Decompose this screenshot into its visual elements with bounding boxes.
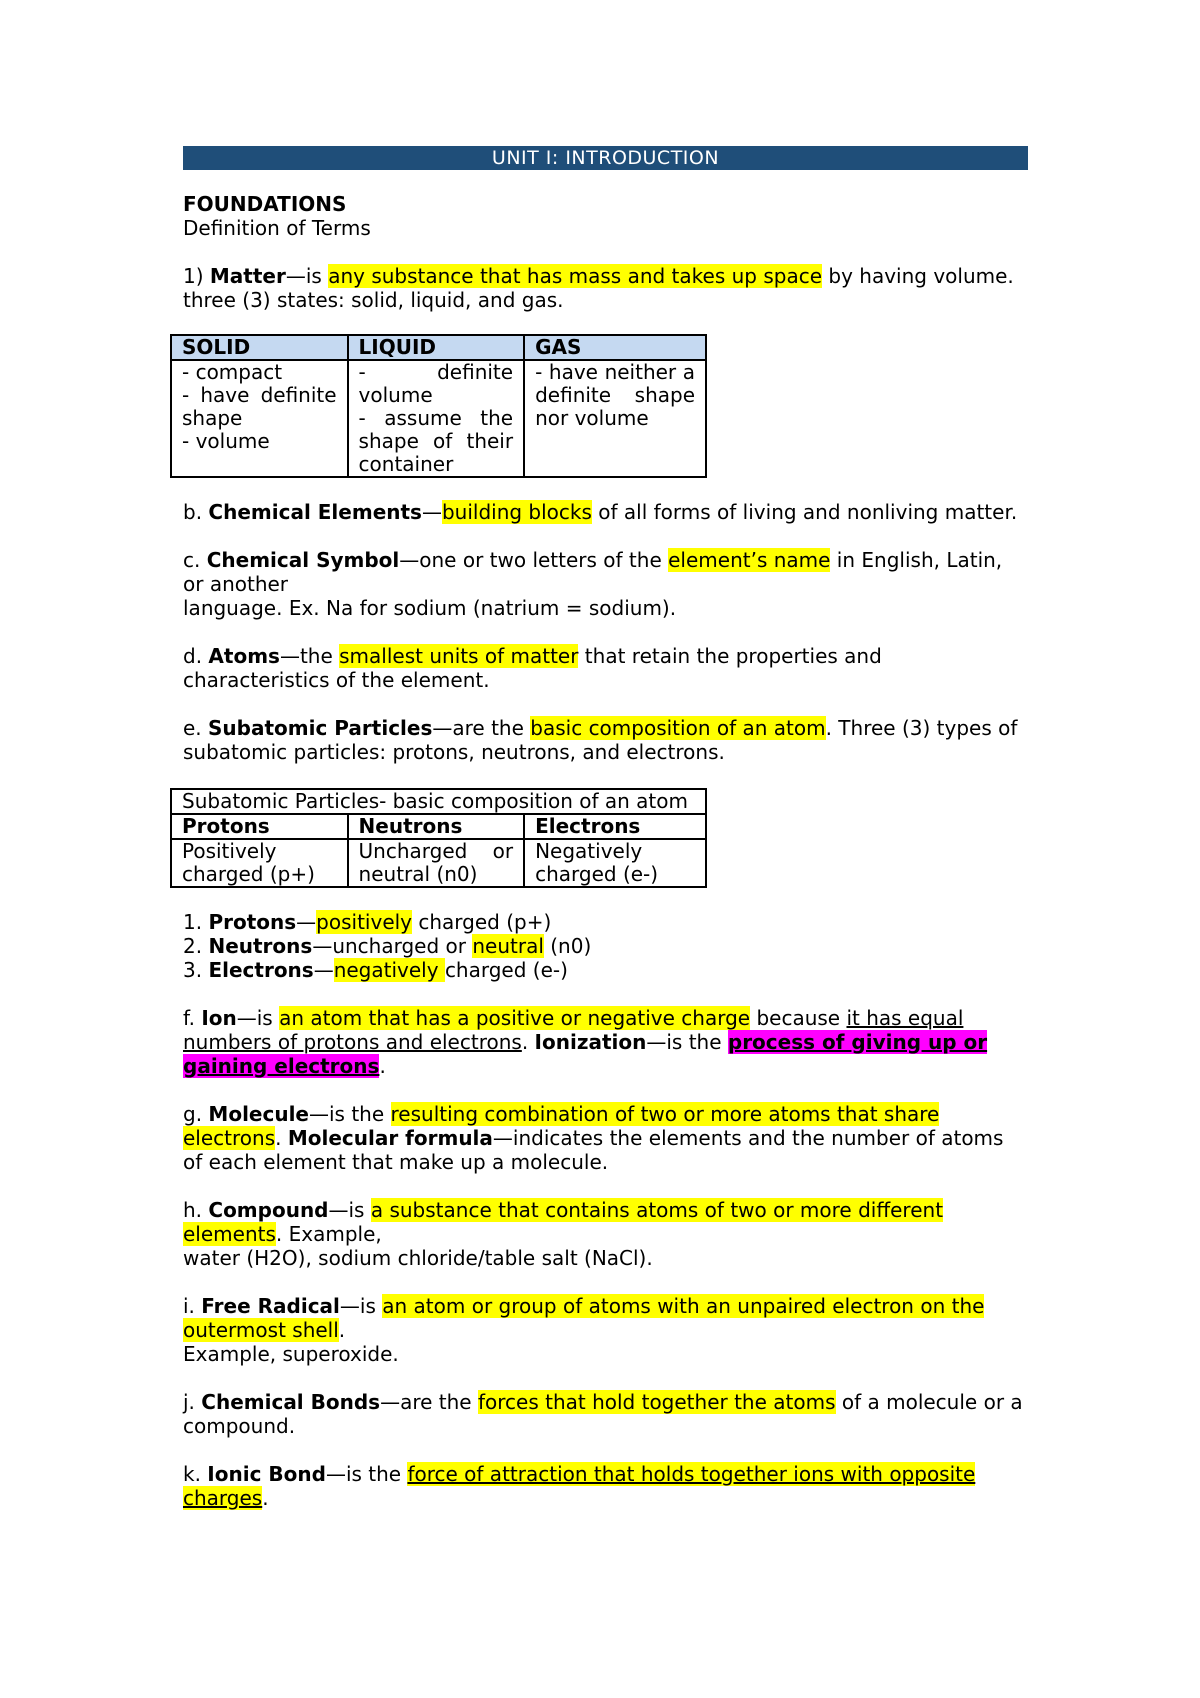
highlight: element’s name [668,548,831,572]
punctuation: . [275,1126,288,1150]
definition-text: . Example, [275,1222,382,1246]
cell-line: - compact [182,360,283,384]
subatomic-particles-table [170,788,707,888]
cell-solid [171,360,348,477]
connector: because [750,1006,847,1030]
highlight: any substance that has mass and takes up space [328,264,823,288]
term: Electrons [208,958,314,982]
connector: —is [285,264,329,288]
section-heading [183,192,1028,240]
highlight: force of attraction that holds together ions with opposite charges [183,1462,976,1510]
highlight: basic composition of an atom [530,716,826,740]
highlight: resulting combination of two or more atoms that share electrons [183,1102,940,1150]
connector: —one or two letters of the [399,548,669,572]
definition-text: . Three (3) types of subatomic particles: protons, neutrons, and electrons. [183,716,1018,764]
connector: —is [339,1294,383,1318]
magenta-highlight: process of giving up or gaining electrons [183,1030,988,1078]
term: Protons [208,910,297,934]
connector: — [296,910,317,934]
item-prefix: e. [183,716,209,740]
definition-text: (n0) [543,934,592,958]
item-prefix: k. [183,1462,208,1486]
item-prefix: j. [183,1390,202,1414]
definition-text: of all forms of living and nonliving matter. [591,500,1018,524]
cell-liquid [348,360,525,477]
connector: —uncharged or [312,934,473,958]
definition-elements [183,500,1028,524]
definition-text: that retain the properties and characteristics of the element. [183,644,882,692]
item-prefix: 1) [183,264,210,288]
definition-text-line2: language. Ex. Na for sodium (natrium = sodium). [183,596,677,620]
term: Molecular formula [287,1126,493,1150]
cell-electrons: Negatively charged (e-) [524,839,706,887]
section-subtitle: Definition of Terms [183,216,371,240]
list-item [183,958,1028,982]
highlight: a substance that contains atoms of two or more different elements [183,1198,944,1246]
highlight: smallest units of matter [339,644,579,668]
highlight: building blocks [441,500,592,524]
header-liquid: LIQUID [348,335,525,360]
connector: —are the [432,716,531,740]
definition-molecule [183,1102,1028,1174]
punctuation: . [338,1318,346,1342]
punctuation: . [521,1030,535,1054]
term: Chemical Bonds [201,1390,381,1414]
item-prefix: f. [183,1006,202,1030]
definition-text: in English, Latin, or another [183,548,1003,596]
table-caption-row [171,789,706,814]
document-content [183,146,1028,1534]
definition-text: of a molecule or a compound. [183,1390,1023,1438]
cell-line: - volume [182,429,270,453]
particle-list [183,910,1028,982]
connector: —are the [380,1390,478,1414]
definition-subatomic [183,716,1028,764]
term: Atoms [208,644,280,668]
definition-text: —indicates the elements and the number of atoms of each element that make up a molecule. [183,1126,1004,1174]
item-prefix: d. [183,644,209,668]
table-row [171,839,706,887]
header-neutrons: Neutrons [348,814,525,839]
cell-neutrons: Uncharged or neutral (n0) [348,839,525,887]
definition-ionic-bond [183,1462,1028,1510]
highlight: neutral [472,934,544,958]
table-row [171,360,706,477]
header-electrons: Electrons [524,814,706,839]
unit-banner: UNIT I: INTRODUCTION [183,146,1028,170]
connector: —is [328,1198,371,1222]
item-prefix: b. [183,500,209,524]
connector: — [313,958,334,982]
cell-line: - have neither a definite shape nor volume [535,360,695,430]
table-header-row [171,335,706,360]
item-number: 1. [183,910,209,934]
definition-symbol [183,548,1028,620]
cell-line: - definite volume [358,360,514,407]
term: Free Radical [201,1294,340,1318]
cell-line: - have definite shape [182,383,337,430]
term: Compound [208,1198,329,1222]
section-title: FOUNDATIONS [183,192,347,216]
definition-radical [183,1294,1028,1366]
item-prefix: c. [183,548,207,572]
connector: —is the [309,1102,391,1126]
definition-text-line2: Example, superoxide. [183,1342,399,1366]
item-prefix: g. [183,1102,209,1126]
term: Molecule [208,1102,309,1126]
punctuation: . [262,1486,269,1510]
underlined-text: it has equal numbers of protons and electrons [183,1006,964,1054]
cell-line: - assume the shape of their container [358,406,514,476]
connector: —is the [646,1030,728,1054]
term: Ionic Bond [207,1462,326,1486]
states-of-matter-table [170,334,707,478]
list-item [183,934,1028,958]
table-header-row [171,814,706,839]
highlight: forces that hold together the atoms [477,1390,836,1414]
list-item [183,910,1028,934]
connector: —the [279,644,340,668]
definition-text: charged (p+) [412,910,552,934]
connector: —is [236,1006,280,1030]
term: Subatomic Particles [208,716,433,740]
definition-matter [183,264,1028,312]
header-solid: SOLID [171,335,348,360]
cell-protons: Positively charged (p+) [171,839,348,887]
cell-gas [524,360,706,477]
highlight: an atom that has a positive or negative charge [279,1006,751,1030]
item-prefix: i. [183,1294,202,1318]
term: Chemical Elements [208,500,422,524]
punctuation: . [379,1054,386,1078]
definition-ion [183,1006,1028,1078]
definition-text: charged (e-) [444,958,568,982]
highlight: positively [316,910,413,934]
header-gas: GAS [524,335,706,360]
term: Matter [209,264,286,288]
table-caption: Subatomic Particles- basic composition of an atom [171,789,706,814]
highlight: an atom or group of atoms with an unpaired electron on the outermost shell [183,1294,985,1342]
definition-text-line2: water (H2O), sodium chloride/table salt (NaCl). [183,1246,653,1270]
term: Neutrons [208,934,313,958]
term: Ionization [534,1030,647,1054]
item-number: 2. [183,934,209,958]
term: Ion [201,1006,237,1030]
connector: — [421,500,442,524]
definition-bonds [183,1390,1028,1438]
definition-compound [183,1198,1028,1270]
definition-atoms [183,644,1028,692]
connector: —is the [325,1462,408,1486]
item-number: 3. [183,958,209,982]
term: Chemical Symbol [206,548,400,572]
item-prefix: h. [183,1198,209,1222]
highlight: negatively [333,958,445,982]
definition-text: by having volume. three (3) states: solid, liquid, and gas. [183,264,1014,312]
header-protons: Protons [171,814,348,839]
